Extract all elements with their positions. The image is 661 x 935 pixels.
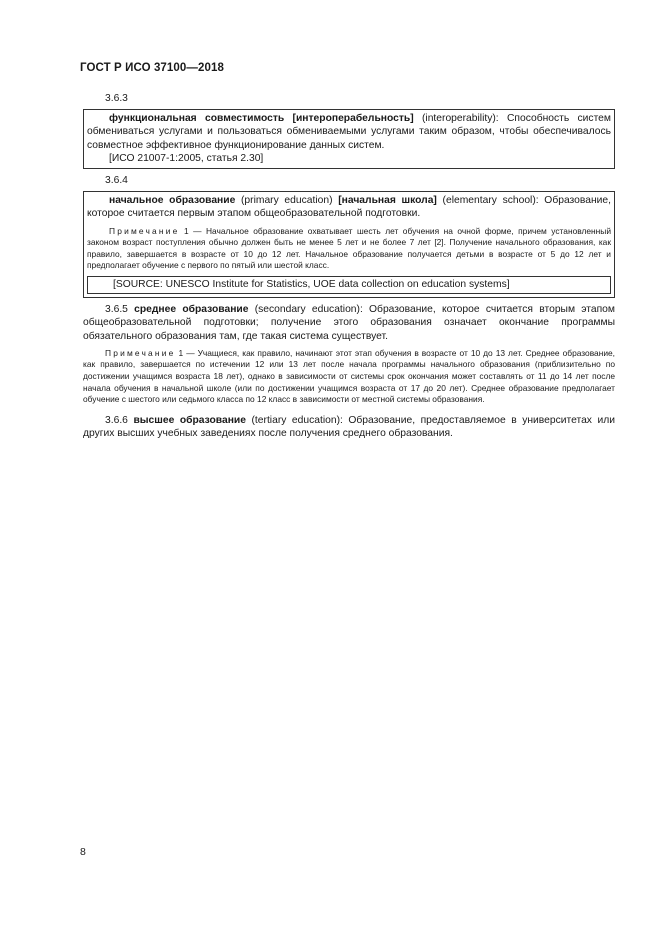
definition-text-3-6-4: (elementary school): Образование, которое считается первым этапом общеобразовательной подготовки. (87, 195, 611, 220)
note-label-3-6-5: Примечание (105, 347, 176, 358)
document-header: ГОСТ Р ИСО 37100—2018 (80, 62, 225, 74)
term-en-3-6-4: (primary education) (235, 195, 339, 207)
term-3-6-4: начальное образование (109, 195, 236, 207)
section-number-3-6-6: 3.6.6 (105, 414, 128, 426)
note-3-6-5 (83, 348, 615, 406)
document-body (83, 92, 615, 440)
page-number: 8 (80, 846, 86, 858)
definition-3-6-3 (87, 112, 611, 152)
note-text-3-6-4: 1 — Начальное образование охватывает шесть лет обучения на очной форме, причем установленный законом возраст поступления обычно должен быть не менее 5 лет и не более 7 лет [2]. Получение начального образования, как правило, завершается в возрасте от 10 до 12 лет. Начальное образование получается детьми в возрасте от 5 до 12 лет и предполагает обучение с первого по пятый или шестой класс. (87, 225, 611, 271)
note-3-6-4 (87, 226, 611, 272)
definition-3-6-4 (87, 194, 611, 220)
source-3-6-4: [SOURCE: UNESCO Institute for Statistics, UOE data collection on education systems] (87, 276, 611, 294)
definition-box-3-6-3 (83, 109, 615, 169)
section-number-3-6-5: 3.6.5 (105, 304, 128, 316)
term-3-6-3: функциональная совместимость [интероперабельность] (109, 113, 414, 125)
source-3-6-3: [ИСО 21007-1:2005, статья 2.30] (109, 152, 264, 164)
definition-text-3-6-3: (interoperability): Способность систем обмениваться услугами и пользоваться обмениваемыми услугами таким образом, чтобы обеспечивалось совместное эффективное функционирование данных систем. (87, 113, 611, 151)
term-3-6-5: среднее образование (134, 304, 249, 316)
section-number-3-6-3: 3.6.3 (105, 93, 128, 104)
definition-box-3-6-4 (83, 191, 615, 298)
section-number-3-6-4: 3.6.4 (105, 175, 128, 187)
definition-text-3-6-5: (secondary education): Образование, которое считается вторым этапом общеобразовательной подготовки; получение этого образования означает окончание программы обязательного образования там, где такая система существует. (83, 304, 615, 342)
definition-text-3-6-6: (tertiary education): Образование, предоставляемое в университетах или других высших учебных заведениях после получения среднего образования. (83, 414, 615, 439)
note-label-3-6-4: Примечание (109, 225, 180, 236)
definition-3-6-6 (83, 414, 615, 440)
definition-3-6-5 (83, 303, 615, 343)
term2-3-6-4: [начальная школа] (338, 195, 437, 207)
term-3-6-6: высшее образование (133, 414, 246, 426)
note-text-3-6-5: 1 — Учащиеся, как правило, начинают этот этап обучения в возрасте от 10 до 13 лет. Среднее образование, как правило, завершается по истечении 12 или 13 лет после начала программы начального образования (приблизительно по достижении учащимся возраста 18 лет), однако в зависимости от системы срок окончания может составлять от 11 до 14 лет после начала обучения в начальной школе (или по достижении учащимся возраста от 17 до 20 лет). Среднее образование предполагает обучение с шестого или седьмого класса по 12 класс в зависимости от местной системы образования. (83, 347, 615, 405)
